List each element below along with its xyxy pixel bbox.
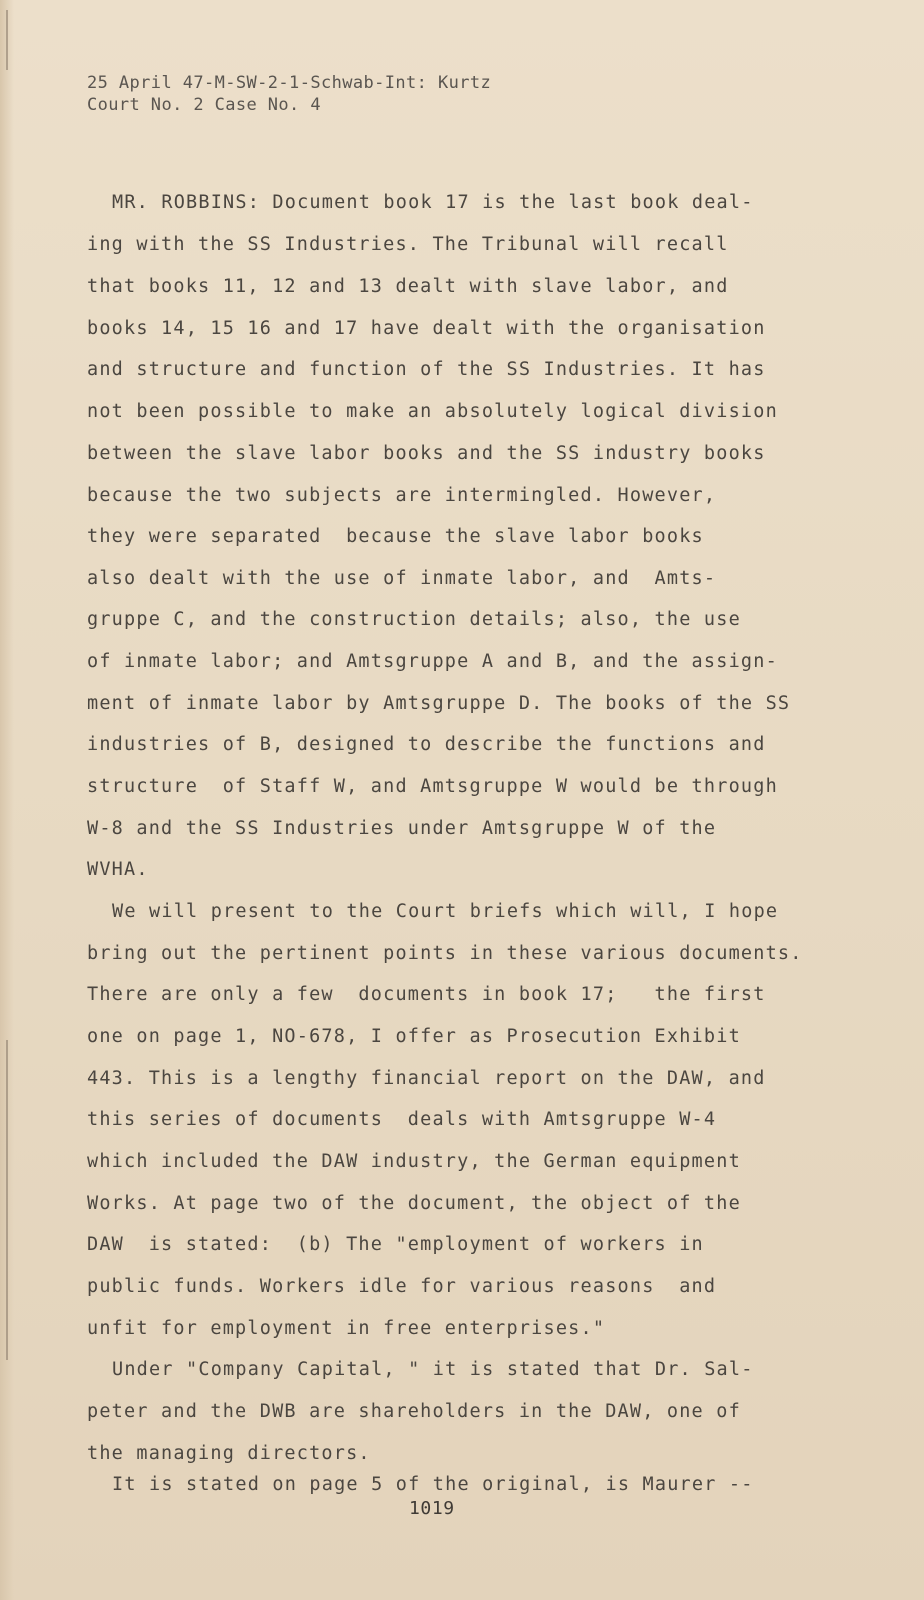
- header-line-2: Court No. 2 Case No. 4: [87, 95, 321, 115]
- text-line: industries of B, designed to describe the functions and: [87, 734, 766, 755]
- text-line: peter and the DWB are shareholders in the DAW, one of: [87, 1401, 741, 1422]
- text-line: bring out the pertinent points in these various documents.: [87, 943, 803, 964]
- text-line: books 14, 15 16 and 17 have dealt with the organisation: [87, 318, 766, 339]
- text-line: We will present to the Court briefs which will, I hope: [112, 901, 779, 922]
- text-line: W-8 and the SS Industries under Amtsgruppe W of the: [87, 818, 717, 839]
- text-line: also dealt with the use of inmate labor, and Amts-: [87, 568, 717, 589]
- text-line: not been possible to make an absolutely logical division: [87, 401, 778, 422]
- text-line: of inmate labor; and Amtsgruppe A and B, and the assign-: [87, 651, 778, 672]
- text-line: ment of inmate labor by Amtsgruppe D. The books of the SS: [87, 693, 791, 714]
- text-line: WVHA.: [87, 859, 149, 880]
- text-line: gruppe C, and the construction details; also, the use: [87, 609, 741, 630]
- text-line: between the slave labor books and the SS industry books: [87, 443, 766, 464]
- page-number: 1019: [409, 1498, 455, 1519]
- text-line: this series of documents deals with Amtsgruppe W-4: [87, 1109, 717, 1130]
- text-line: one on page 1, NO-678, I offer as Prosecution Exhibit: [87, 1026, 741, 1047]
- text-line: and structure and function of the SS Industries. It has: [87, 359, 766, 380]
- text-line: which included the DAW industry, the German equipment: [87, 1151, 741, 1172]
- text-line: DAW is stated: (b) The "employment of workers in: [87, 1234, 704, 1255]
- text-line: It is stated on page 5 of the original, is Maurer --: [112, 1474, 754, 1495]
- header-line-1: 25 April 47-M-SW-2-1-Schwab-Int: Kurtz: [87, 73, 492, 93]
- text-line: structure of Staff W, and Amtsgruppe W would be through: [87, 776, 778, 797]
- paper-left-edge: [0, 0, 14, 1600]
- text-line: Under "Company Capital, " it is stated that Dr. Sal-: [112, 1359, 754, 1380]
- text-line: There are only a few documents in book 17; the first: [87, 984, 766, 1005]
- text-line: because the two subjects are intermingled. However,: [87, 485, 717, 506]
- text-line: 443. This is a lengthy financial report on the DAW, and: [87, 1068, 766, 1089]
- text-line: the managing directors.: [87, 1443, 371, 1464]
- text-line: they were separated because the slave labor books: [87, 526, 704, 547]
- document-header: [87, 72, 491, 116]
- text-line: public funds. Workers idle for various reasons and: [87, 1276, 717, 1297]
- paper-edge-mark: [6, 10, 8, 70]
- text-line: ing with the SS Industries. The Tribunal will recall: [87, 234, 729, 255]
- paper-edge-mark: [6, 1040, 8, 1360]
- text-line: MR. ROBBINS: Document book 17 is the last book deal-: [112, 192, 754, 213]
- text-line: Works. At page two of the document, the object of the: [87, 1193, 741, 1214]
- text-line: unfit for employment in free enterprises.": [87, 1318, 606, 1339]
- text-line: that books 11, 12 and 13 dealt with slave labor, and: [87, 276, 729, 297]
